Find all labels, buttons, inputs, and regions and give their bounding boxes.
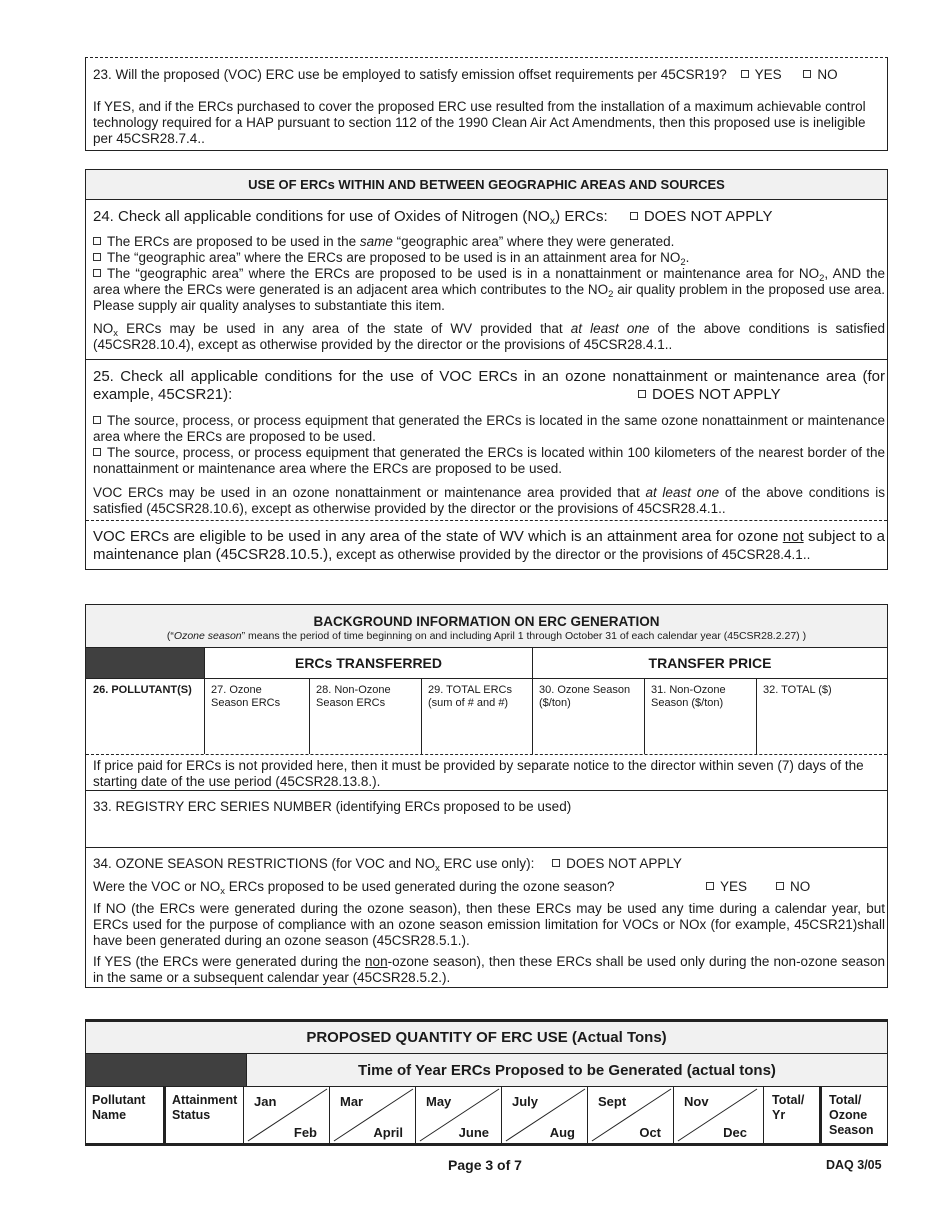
- month-start-label: July: [512, 1094, 539, 1109]
- time-of-year-title: Time of Year ERCs Proposed to be Generated (actual tons): [246, 1054, 887, 1087]
- q34-prompt: [93, 856, 885, 872]
- q23-note: If YES, and if the ERCs purchased to cover the proposed ERC use resulted from the installation of a maximum achievable control technology required for a HAP pursuant to section 112 of the 1990 Clean Air Act Amendments, then this proposed use is ineligible per 45CSR28.7.4..: [93, 99, 866, 146]
- background-section: [85, 604, 888, 988]
- q24-opt1-ital: same: [359, 234, 393, 249]
- q34-if-no: If NO (the ERCs were generated during the ozone season), then these ERCs may be used any time during a calendar year, but ERCs used for the purpose of compliance with an ozone season emission limitation for VOCs or NOx (for example, 45CSR21)shall have been generated during an ozone season (45CSR28.5.1.).: [93, 901, 885, 948]
- eligible-mid: subject to a maintenance plan (45CSR28.10.5.),: [93, 528, 885, 563]
- month-cell: [587, 1087, 673, 1143]
- quantity-header-row: [86, 1087, 887, 1143]
- subscript: 2: [680, 257, 686, 268]
- month-start-label: Nov: [684, 1094, 709, 1109]
- if-yes-end: -ozone season), then these ERCs shall be used only during the non-ozone season in the same or a subsequent calendar year (45CSR28.5.2.).: [93, 954, 885, 985]
- attainment-status-header: Attainment Status: [172, 1093, 238, 1122]
- registry-input[interactable]: [86, 821, 887, 847]
- ercs-transferred-header: ERCs TRANSFERRED: [204, 648, 532, 679]
- checkbox-icon: [706, 882, 714, 890]
- checkbox-icon: [93, 448, 101, 456]
- if-yes-non: non: [365, 954, 388, 969]
- checkbox-icon: [93, 416, 101, 424]
- q24-opt3-end: air quality problem in the proposed use area. Please supply air quality analyses to substantiate this item.: [93, 282, 885, 313]
- q23-yes-label: YES: [754, 67, 782, 82]
- quantity-section: [85, 1019, 888, 1146]
- q24-opt3-mid: , AND the area where the ERCs were generated is an adjacent area which contributes to the NO: [93, 266, 886, 297]
- q34-end: ERC use only):: [439, 856, 535, 871]
- q24-note-mid: ERCs may be used in any area of the state of WV provided that: [117, 321, 571, 336]
- q24-opt1-text: The ERCs are proposed to be used in the: [107, 234, 360, 249]
- month-end-label: June: [458, 1125, 489, 1140]
- registry-label: 33. REGISTRY ERC SERIES NUMBER (identifying ERCs proposed to be used): [93, 799, 572, 814]
- checkbox-icon: [638, 390, 646, 398]
- price-note: If price paid for ERCs is not provided here, then it must be provided by separate notice to the director within seven (7) days of the starting date of the use period (45CSR28.13.8.).: [93, 758, 864, 789]
- quantity-title: PROPOSED QUANTITY OF ERC USE (Actual Tons): [86, 1022, 887, 1054]
- subscript: x: [549, 215, 556, 227]
- checkbox-icon: [630, 212, 638, 220]
- col-ozone-price: 30. Ozone Season ($/ton): [539, 684, 631, 709]
- subscript: x: [220, 886, 226, 897]
- divider: [86, 520, 887, 521]
- month-cell: [673, 1087, 759, 1143]
- q23-no-label: NO: [817, 67, 838, 82]
- q23-no-checkbox[interactable]: [803, 67, 837, 82]
- month-start-label: Sept: [598, 1094, 627, 1109]
- eligible-not: not: [782, 528, 804, 545]
- geo-section: [85, 169, 888, 570]
- header-blank-cell: [86, 648, 204, 679]
- eligible-text: VOC ERCs are eligible to be used in any area of the state of WV which is an attainment area for ozone: [93, 528, 783, 545]
- checkbox-icon: [803, 70, 811, 78]
- subtitle-open: (“: [166, 630, 174, 642]
- q25-note-text: VOC ERCs may be used in an ozone nonattainment or maintenance area provided that: [93, 485, 646, 500]
- if-yes-text: If YES (the ERCs were generated during the: [93, 954, 366, 969]
- q24-options: [93, 234, 885, 314]
- month-start-label: Jan: [254, 1094, 277, 1109]
- q24-note-ital: at least one: [570, 321, 650, 336]
- q23-question-row: [93, 67, 883, 83]
- q24-option-3[interactable]: [93, 266, 885, 314]
- eligible-note: [93, 528, 885, 564]
- q34-yes-checkbox[interactable]: [706, 879, 747, 895]
- q34-yes-label: YES: [720, 879, 748, 894]
- month-end-label: April: [373, 1125, 403, 1140]
- month-cell: [501, 1087, 587, 1143]
- page-number: Page 3 of 7: [448, 1157, 522, 1173]
- col-non-ozone-ercs: 28. Non-Ozone Season ERCs: [316, 684, 391, 709]
- month-end-label: Aug: [549, 1125, 575, 1140]
- q24-opt3-text: The “geographic area” where the ERCs are proposed to be used is in a nonattainment or maintenance area for NO: [107, 266, 820, 281]
- divider: [86, 847, 887, 848]
- q24-note-end: of the above conditions is satisfied (45CSR28.10.4), except as otherwise provided by the director or the provisions of 45CSR28.4.1..: [93, 321, 885, 352]
- checkbox-icon: [93, 269, 101, 277]
- col-total-price: 32. TOTAL ($): [763, 684, 832, 696]
- q24-opt2-text: The “geographic area” where the ERCs are proposed to be used is in an attainment area for NO: [107, 250, 681, 265]
- q24-option-1[interactable]: [93, 234, 885, 250]
- total-yr-header: Total/ Yr: [772, 1093, 805, 1122]
- header-blank-cell: [86, 1054, 246, 1087]
- checkbox-icon: [741, 70, 749, 78]
- q24-opt1-end: “geographic area” where they were generated.: [392, 234, 675, 249]
- erc-table-row: [86, 679, 887, 755]
- q23-question: 23. Will the proposed (VOC) ERC use be employed to satisfy emission offset requirements per 45CSR19?: [93, 67, 727, 82]
- q24-opt2-end: .: [685, 250, 690, 265]
- q34-if-yes: [93, 954, 885, 986]
- q24-prompt-text: 24. Check all applicable conditions for use of Oxides of Nitrogen (NO: [93, 208, 550, 225]
- total-yr-cell: [763, 1087, 819, 1143]
- q25-note: [93, 485, 885, 517]
- q25-dna-checkbox[interactable]: [638, 386, 781, 404]
- q25-prompt: 25. Check all applicable conditions for the use of VOC ERCs in an ozone nonattainment or maintenance area (for example, 45CSR21):: [93, 368, 885, 403]
- q34-no-checkbox[interactable]: [776, 879, 810, 895]
- month-cell: [415, 1087, 501, 1143]
- q23-section: [85, 57, 888, 151]
- checkbox-icon: [93, 237, 101, 245]
- checkbox-icon: [552, 859, 560, 867]
- background-title: BACKGROUND INFORMATION ON ERC GENERATION: [313, 614, 660, 629]
- q24-prompt-end: ) ERCs:: [555, 208, 608, 225]
- col-non-ozone-price: 31. Non-Ozone Season ($/ton): [651, 684, 726, 709]
- q25-opt1-text: The source, process, or process equipment that generated the ERCs is located in the same ozone nonattainment or maintenance area where the ERCs are proposed to be used.: [93, 413, 885, 444]
- checkbox-icon: [93, 253, 101, 261]
- q25-dna-label: DOES NOT APPLY: [652, 386, 781, 403]
- month-cell: [243, 1087, 329, 1143]
- divider: [86, 359, 887, 360]
- transfer-price-header: TRANSFER PRICE: [532, 648, 887, 679]
- q24-dna-checkbox[interactable]: [630, 208, 773, 225]
- q24-note: [93, 321, 885, 353]
- subtitle-text: ” means the period of time beginning on and including April 1 through October 31 of each calendar year (45CSR28.2.27) ): [241, 630, 807, 642]
- subtitle-ital: Ozone season: [173, 630, 242, 642]
- month-end-label: Dec: [723, 1125, 747, 1140]
- q24-note-text: NO: [93, 321, 114, 336]
- total-ozone-header: Total/ Ozone Season: [829, 1093, 874, 1137]
- month-cell: [329, 1087, 415, 1143]
- q24-prompt: [93, 208, 883, 226]
- q23-yes-checkbox[interactable]: [741, 67, 782, 82]
- q34-question-text: Were the VOC or NO: [93, 879, 221, 894]
- q24-dna-label: DOES NOT APPLY: [643, 208, 773, 225]
- pollutant-name-header: Pollutant Name: [92, 1093, 146, 1122]
- q25-opt2-text: The source, process, or process equipment that generated the ERCs is located within 100 kilometers of the nearest border of the nonattainment or maintenance area where the ERCs are proposed to be used.: [93, 445, 885, 476]
- form-code: DAQ 3/05: [826, 1158, 882, 1172]
- subscript: x: [113, 328, 118, 339]
- total-ozone-cell: [819, 1087, 887, 1143]
- col-total-ercs: 29. TOTAL ERCs (sum of # and #): [428, 684, 512, 709]
- month-start-label: May: [426, 1094, 452, 1109]
- eligible-end: except as otherwise provided by the director or the provisions of 45CSR28.4.1..: [332, 547, 811, 562]
- background-subtitle: [86, 630, 887, 642]
- col-ozone-ercs: 27. Ozone Season ERCs: [211, 684, 281, 709]
- subscript: 2: [819, 273, 825, 284]
- month-end-label: Feb: [293, 1125, 317, 1140]
- subscript: 2: [608, 289, 614, 300]
- q34-dna-checkbox[interactable]: [552, 856, 682, 871]
- col-pollutant: 26. POLLUTANT(S): [93, 684, 192, 696]
- q34-question: [93, 879, 693, 895]
- month-end-label: Oct: [639, 1125, 661, 1140]
- q34-dna-label: DOES NOT APPLY: [566, 856, 682, 871]
- subscript: x: [435, 863, 440, 874]
- q24-option-2[interactable]: [93, 250, 885, 266]
- month-start-label: Mar: [340, 1094, 364, 1109]
- q25-options: [93, 413, 885, 477]
- q25-note-ital: at least one: [645, 485, 720, 500]
- q34-text: 34. OZONE SEASON RESTRICTIONS (for VOC and NO: [93, 856, 436, 871]
- q34-question-end: ERCs proposed to be used generated during the ozone season?: [225, 879, 615, 894]
- geo-title: USE OF ERCs WITHIN AND BETWEEN GEOGRAPHIC AREAS AND SOURCES: [86, 170, 887, 200]
- checkbox-icon: [776, 882, 784, 890]
- divider: [86, 790, 887, 791]
- q25-note-end: of the above conditions is satisfied (45CSR28.10.6), except as otherwise provided by the director or the provisions of 45CSR28.4.1..: [93, 485, 885, 516]
- q25-option-2[interactable]: [93, 445, 885, 477]
- attainment-cell: [163, 1087, 243, 1143]
- background-header: [86, 605, 887, 648]
- q34-no-label: NO: [790, 879, 811, 894]
- q25-option-1[interactable]: [93, 413, 885, 445]
